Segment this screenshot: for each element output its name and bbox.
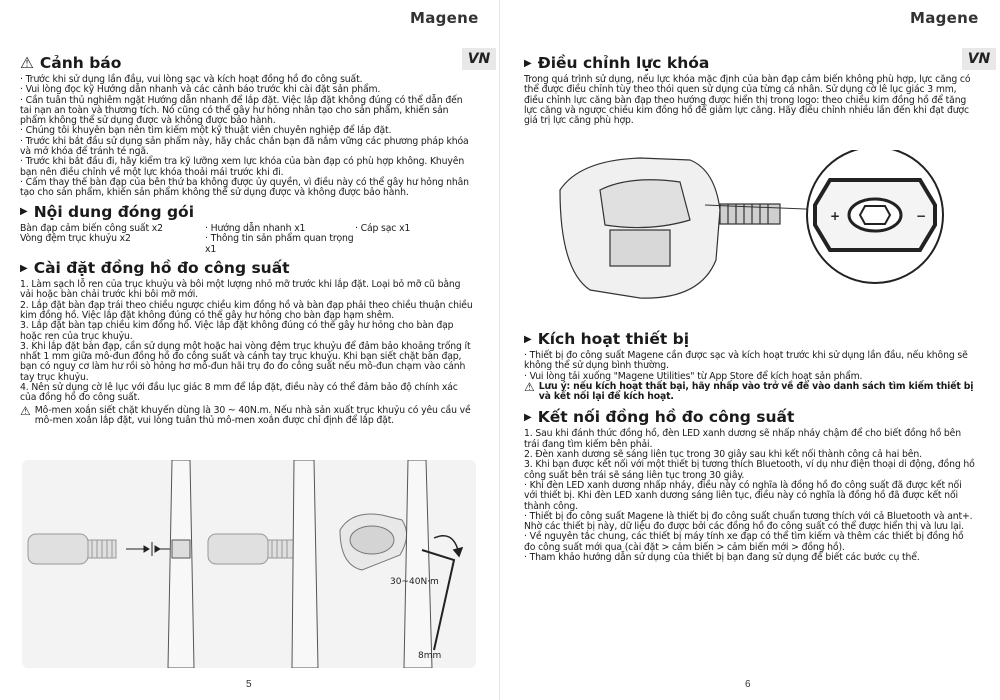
triangle-right-icon: ▶ [524,411,532,423]
activate-title: Kích hoạt thiết bị [537,330,690,348]
triangle-right-icon: ▶ [20,262,28,274]
connect-item: · Khi đèn LED xanh dương nhấp nháy, điều này có nghĩa là đồng hồ đo công suất đã được kết nối với thiết bị. Khi đèn LED xanh dương sáng liên tục, điều này có nghĩa là đồng hồ đã được kết nối thành công. [524,479,962,512]
pedal-with-washer-illustration [208,534,296,564]
arrow-icon [126,542,172,556]
installation-figure [22,460,476,668]
brand-logo: Magene [410,9,479,27]
right-page [500,0,1000,700]
install-steps [20,280,476,404]
install-title: Cài đặt đồng hồ đo công suất [33,259,290,278]
warning-icon: ⚠ [524,379,535,394]
activate-note-text: Lưu ý: nếu kích hoạt thất bại, hãy nhấp vào trở về để vào danh sách tìm kiếm thiết bị và kết nối lại để kích hoạt. [538,380,974,403]
torque-note [20,403,476,427]
adjust-body: Trong quá trình sử dụng, nếu lực khóa mặc định của bàn đạp cảm biến không phù hợp, lực căng có thể được điều chỉnh tùy theo thói quen sử dụng của từng cá nhân. Sử dụng cờ lê lục giác 3 mm, điều chỉnh lực căng bàn đạp theo hướng được hiển thị trong logo: theo chiều kim đồng hồ để tăng lực căng và ngược chiều kim đồng hồ để giảm lực căng. Hãy điều chỉnh nhiều lần đến khi đạt được giá trị lực căng phù hợp. [524,74,971,127]
language-badge: VN [462,48,496,70]
install-step: 3. Khi lắp đặt bàn đạp, cần sử dụng một hoặc hai vòng đệm trục khuỷu để đảm bảo khoảng trống ít nhất 1 mm giữa mô-đun đồng hồ đo công suất và cánh tay trục khuỷu. Khi bạn siết chặt bàn đạp, bạn có nguy cơ làm hư rồi sò hỏng hơ mô-đun hãi trụ đo đo công suất nếu mô-đun chạm vào cánh tay trục khuỷu. [20,340,471,383]
warning-item: · Trước khi bắt đầu sử dụng sản phẩm này, hãy chắc chắn bạn đã nắm vững các phương pháp khóa và mở khóa để tránh té ngã. [20,135,469,158]
triangle-right-icon: ▶ [20,206,28,218]
install-step: 4. Nên sử dụng cờ lê lục với đầu lục giác 8 mm để lắp đặt, điều này có thể đảm bảo độ chính xác của đồng hồ đo công suất. [20,382,458,404]
warning-icon: ⚠ [20,403,31,418]
triangle-right-icon: ▶ [524,333,532,345]
connect-item: · Về nguyên tắc chung, các thiết bị máy tính xe đạp có thể tìm kiếm và thêm các thiết bị đồng hồ đo công suất mới qua (cài đặt > cảm biến > cảm biến mới > đồng hồ). [524,531,964,553]
warning-heading [20,54,476,72]
warning-item: · Trước khi bắt đầu đi, hãy kiểm tra kỹ lưỡng xem lực khóa của bàn đạp có phù hợp không. Khuyên bạn nên điều chỉnh về một lực khóa thoải mái trước khi đi. [20,156,465,178]
install-step: 2. Lắp đặt bàn đạp trái theo chiều ngược chiều kim đồng hồ và bàn đạp phải theo chiều thuận chiều kim đồng hồ. Việc lắp đặt không đúng có thể gây hư hỏng cho bàn đạp hạm shêm. [20,299,473,321]
adjust-title: Điều chỉnh lực khóa [537,54,710,72]
torque-label: 30~40N·m [390,577,439,587]
package-list [20,224,476,256]
connect-item: 1. Sau khi đánh thức đồng hồ, đèn LED xanh dương sẽ nhấp nháy chậm để cho biết đồng hồ bên trái đang tìm kiếm bên phải. [524,428,961,450]
activate-heading [524,330,976,348]
warning-icon: ⚠ [20,54,34,72]
warning-item: · Vui lòng đọc kỹ Hướng dẫn nhanh và các cảnh báo trước khi cài đặt sản phẩm. [20,84,381,96]
connect-item: 3. Khi bạn được kết nối với một thiết bị tương thích Bluetooth, ví dụ như điện thoại di động, đồng hồ công suất bên trái sẽ sáng liên tục trong 30 giây. [524,459,975,481]
pedal-spindle-illustration [28,534,116,564]
wrench-size-label: 8mm [418,651,442,661]
increase-icon: + [830,209,841,223]
language-badge: VN [962,48,996,70]
package-item: Bàn đạp cảm biến công suất x2 [20,222,163,234]
triangle-right-icon: ▶ [524,57,532,69]
connect-title: Kết nối đồng hồ đo công suất [537,408,795,427]
right-content-top [524,54,976,126]
warning-item: · Chúng tôi khuyên bạn nên tìm kiếm một kỹ thuật viên chuyên nghiệp để lắp đặt. [20,125,392,137]
connect-heading [524,408,976,426]
pedal-tension-figure [540,150,980,320]
install-step: 3. Lắp đặt bàn tạp chiều kim đồng hồ. Việc lắp đặt không đúng có thể gây hư hỏng cho bàn đạp hoặc ren của trục khuỷu. [20,320,454,342]
decrease-icon: − [916,209,927,223]
package-title: Nội dung đóng gói [33,202,195,221]
brand-logo: Magene [910,9,979,27]
left-content [20,54,476,426]
pedal-body-illustration [340,514,407,570]
connect-item: · Thiết bị đo công suất Magene là thiết bị đo công suất chuẩn tương thích với cả Bluetooth và ant+. Nhờ các thiết bị này, dữ liệu đo được bởi các đồng hồ đo công suất có thể được hiển thị và lưu lại. [524,510,973,533]
activate-item: · Thiết bị đo công suất Magene cần được sạc và kích hoạt trước khi sử dụng lần đầu, nếu không sẽ không thể sử dụng bình thường. [524,350,968,372]
torque-note-text: Mô-men xoắn siết chặt khuyến dùng là 30 ~ 40N.m. Nếu nhà sản xuất trục khuỷu có yêu cầu về mô-men xoắn lắp đặt, vui lòng tuân thủ mô-men xoắn được chỉ định để lắp đặt. [34,404,471,426]
page-number: 6 [745,679,751,690]
warning-title: Cảnh báo [39,54,122,72]
crank-arm-illustration [292,460,318,668]
package-item [355,234,475,255]
package-item: · Hướng dẫn nhanh x1 [205,222,306,234]
crank-arm-illustration [168,460,194,668]
installation-illustration [22,460,476,668]
warning-item: · Cấm thay thế bàn đạp của bên thứ ba không được ủy quyền, vì điều này có thể gây hư hỏng nhân tạo cho sản phẩm, khiến sản phẩm không thể sử dụng được và không được bảo hành. [20,176,469,199]
install-heading [20,259,476,277]
crank-arm-illustration [404,460,432,668]
package-item: · Cáp sạc x1 [355,222,411,234]
activate-note [524,379,976,403]
package-item: Vòng đệm trục khuỷu x2 [20,233,131,245]
install-step: 1. Làm sạch lỗ ren của trục khuỷu và bôi một lượng nhỏ mỡ trước khi lắp đặt. Loại bỏ mỡ cũ bằng vải hoặc bàn chải trước khi bôi mỡ mới. [20,279,461,301]
activate-item: · Vui lòng tải xuống "Magene Utilities" từ App Store để kích hoạt sản phẩm. [524,370,863,382]
package-heading [20,203,476,221]
connect-item: 2. Đèn xanh dương sẽ sáng liên tục trong 30 giây sau khi kết nối thành công cả hai bên. [524,449,922,461]
warning-list [20,75,476,199]
warning-item: · Cần tuân thủ nghiêm ngặt Hướng dẫn nhanh để lắp đặt. Việc lắp đặt không đúng có thể dẫn đến tai nạn an toàn và thương tích. Nó cũng có thể gây hư hỏng nhân tạo cho sản phẩm, khiến sản phẩm không thể sử dụng được và không được bảo hành. [20,94,463,127]
right-content-bottom [524,330,976,563]
warning-item: · Trước khi sử dụng lần đầu, vui lòng sạc và kích hoạt đồng hồ đo công suất. [20,74,363,85]
adjust-heading [524,54,976,72]
rotation-arrow-icon [434,536,462,556]
pedal-tension-illustration [540,150,980,320]
package-item: · Thông tin sản phẩm quan trọng x1 [205,233,354,255]
pedal-body-illustration [560,158,780,298]
connect-item: · Tham khảo hướng dẫn sử dụng của thiết bị bạn đang sử dụng để biết các bước cụ thể. [524,552,920,564]
page-number: 5 [246,679,252,690]
